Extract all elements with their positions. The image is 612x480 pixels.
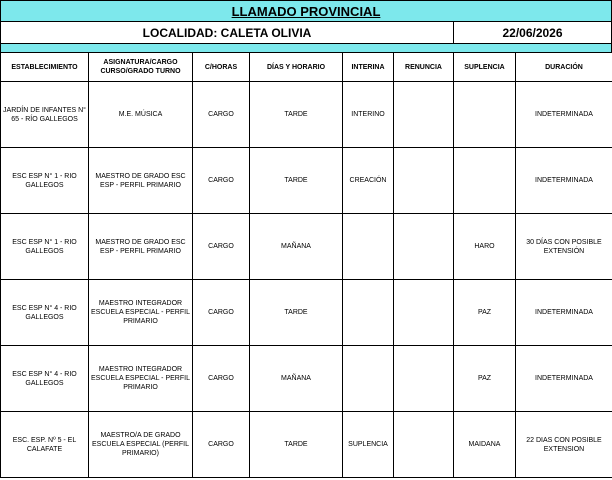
cell-asignatura: MAESTRO DE GRADO ESC ESP - PERFIL PRIMARIO — [89, 214, 193, 280]
cell-dias-horario: TARDE — [250, 148, 343, 214]
cell-establecimiento: JARDÍN DE INFANTES N° 65 - RÍO GALLEGOS — [1, 82, 89, 148]
cell-duracion: INDETERMINADA — [516, 148, 612, 214]
cell-interina: SUPLENCIA — [343, 412, 394, 478]
table-row — [1, 214, 612, 280]
cell-interina — [343, 214, 394, 280]
cell-suplencia: MAIDANA — [454, 412, 516, 478]
cell-establecimiento: ESC ESP N° 4 - RIO GALLEGOS — [1, 346, 89, 412]
positions-table — [0, 52, 612, 478]
locality-row — [0, 22, 612, 44]
cell-renuncia — [394, 82, 454, 148]
cell-suplencia: HARO — [454, 214, 516, 280]
cell-horas: CARGO — [193, 280, 250, 346]
cell-establecimiento: ESC. ESP. Nº 5 - EL CALAFATE — [1, 412, 89, 478]
cell-asignatura: MAESTRO INTEGRADOR ESCUELA ESPECIAL - PERFIL PRIMARIO — [89, 280, 193, 346]
title-banner — [0, 0, 612, 22]
cell-dias-horario: MAÑANA — [250, 346, 343, 412]
cell-horas: CARGO — [193, 214, 250, 280]
col-header-establecimiento: ESTABLECIMIENTO — [1, 53, 89, 82]
col-header-dias-horario: DÍAS Y HORARIO — [250, 53, 343, 82]
col-header-interina: INTERINA — [343, 53, 394, 82]
cell-duracion: 22 DIAS CON POSIBLE EXTENSION — [516, 412, 612, 478]
cell-asignatura: M.E. MÚSICA — [89, 82, 193, 148]
cell-interina: CREACIÓN — [343, 148, 394, 214]
cell-horas: CARGO — [193, 82, 250, 148]
col-header-duracion: DURACIÓN — [516, 53, 612, 82]
col-header-horas: C/HORAS — [193, 53, 250, 82]
cell-interina — [343, 346, 394, 412]
col-header-renuncia: RENUNCIA — [394, 53, 454, 82]
header-row — [1, 53, 612, 82]
cell-duracion: 30 DÍAS CON POSIBLE EXTENSIÓN — [516, 214, 612, 280]
table-row — [1, 148, 612, 214]
cell-interina — [343, 280, 394, 346]
col-header-asignatura: ASIGNATURA/CARGO CURSO/GRADO TURNO — [89, 53, 193, 82]
separator-band — [0, 44, 612, 52]
table-header — [1, 53, 612, 82]
cell-horas: CARGO — [193, 346, 250, 412]
cell-duracion: INDETERMINADA — [516, 346, 612, 412]
cell-asignatura: MAESTRO DE GRADO ESC ESP - PERFIL PRIMARIO — [89, 148, 193, 214]
cell-establecimiento: ESC ESP N° 4 - RIO GALLEGOS — [1, 280, 89, 346]
cell-asignatura: MAESTRO INTEGRADOR ESCUELA ESPECIAL - PERFIL PRIMARIO — [89, 346, 193, 412]
cell-suplencia: PAZ — [454, 346, 516, 412]
cell-interina: INTERINO — [343, 82, 394, 148]
cell-dias-horario: TARDE — [250, 280, 343, 346]
table-body — [1, 82, 612, 478]
table-row — [1, 346, 612, 412]
cell-establecimiento: ESC ESP N° 1 - RIO GALLEGOS — [1, 214, 89, 280]
cell-horas: CARGO — [193, 148, 250, 214]
cell-establecimiento: ESC ESP N° 1 - RIO GALLEGOS — [1, 148, 89, 214]
cell-dias-horario: TARDE — [250, 412, 343, 478]
cell-renuncia — [394, 214, 454, 280]
cell-dias-horario: MAÑANA — [250, 214, 343, 280]
cell-duracion: INDETERMINADA — [516, 82, 612, 148]
col-header-suplencia: SUPLENCIA — [454, 53, 516, 82]
cell-renuncia — [394, 148, 454, 214]
table-row — [1, 82, 612, 148]
cell-renuncia — [394, 412, 454, 478]
cell-duracion: INDETERMINADA — [516, 280, 612, 346]
cell-renuncia — [394, 346, 454, 412]
table-row — [1, 412, 612, 478]
cell-renuncia — [394, 280, 454, 346]
date-label: 22/06/2026 — [502, 25, 563, 40]
cell-suplencia — [454, 148, 516, 214]
cell-asignatura: MAESTRO/A DE GRADO ESCUELA ESPECIAL (PERFIL PRIMARIO) — [89, 412, 193, 478]
locality-label: LOCALIDAD: CALETA OLIVIA — [1, 22, 454, 43]
cell-suplencia — [454, 82, 516, 148]
cell-horas: CARGO — [193, 412, 250, 478]
cell-suplencia: PAZ — [454, 280, 516, 346]
table-row — [1, 280, 612, 346]
page-title: LLAMADO PROVINCIAL — [231, 4, 381, 19]
cell-dias-horario: TARDE — [250, 82, 343, 148]
